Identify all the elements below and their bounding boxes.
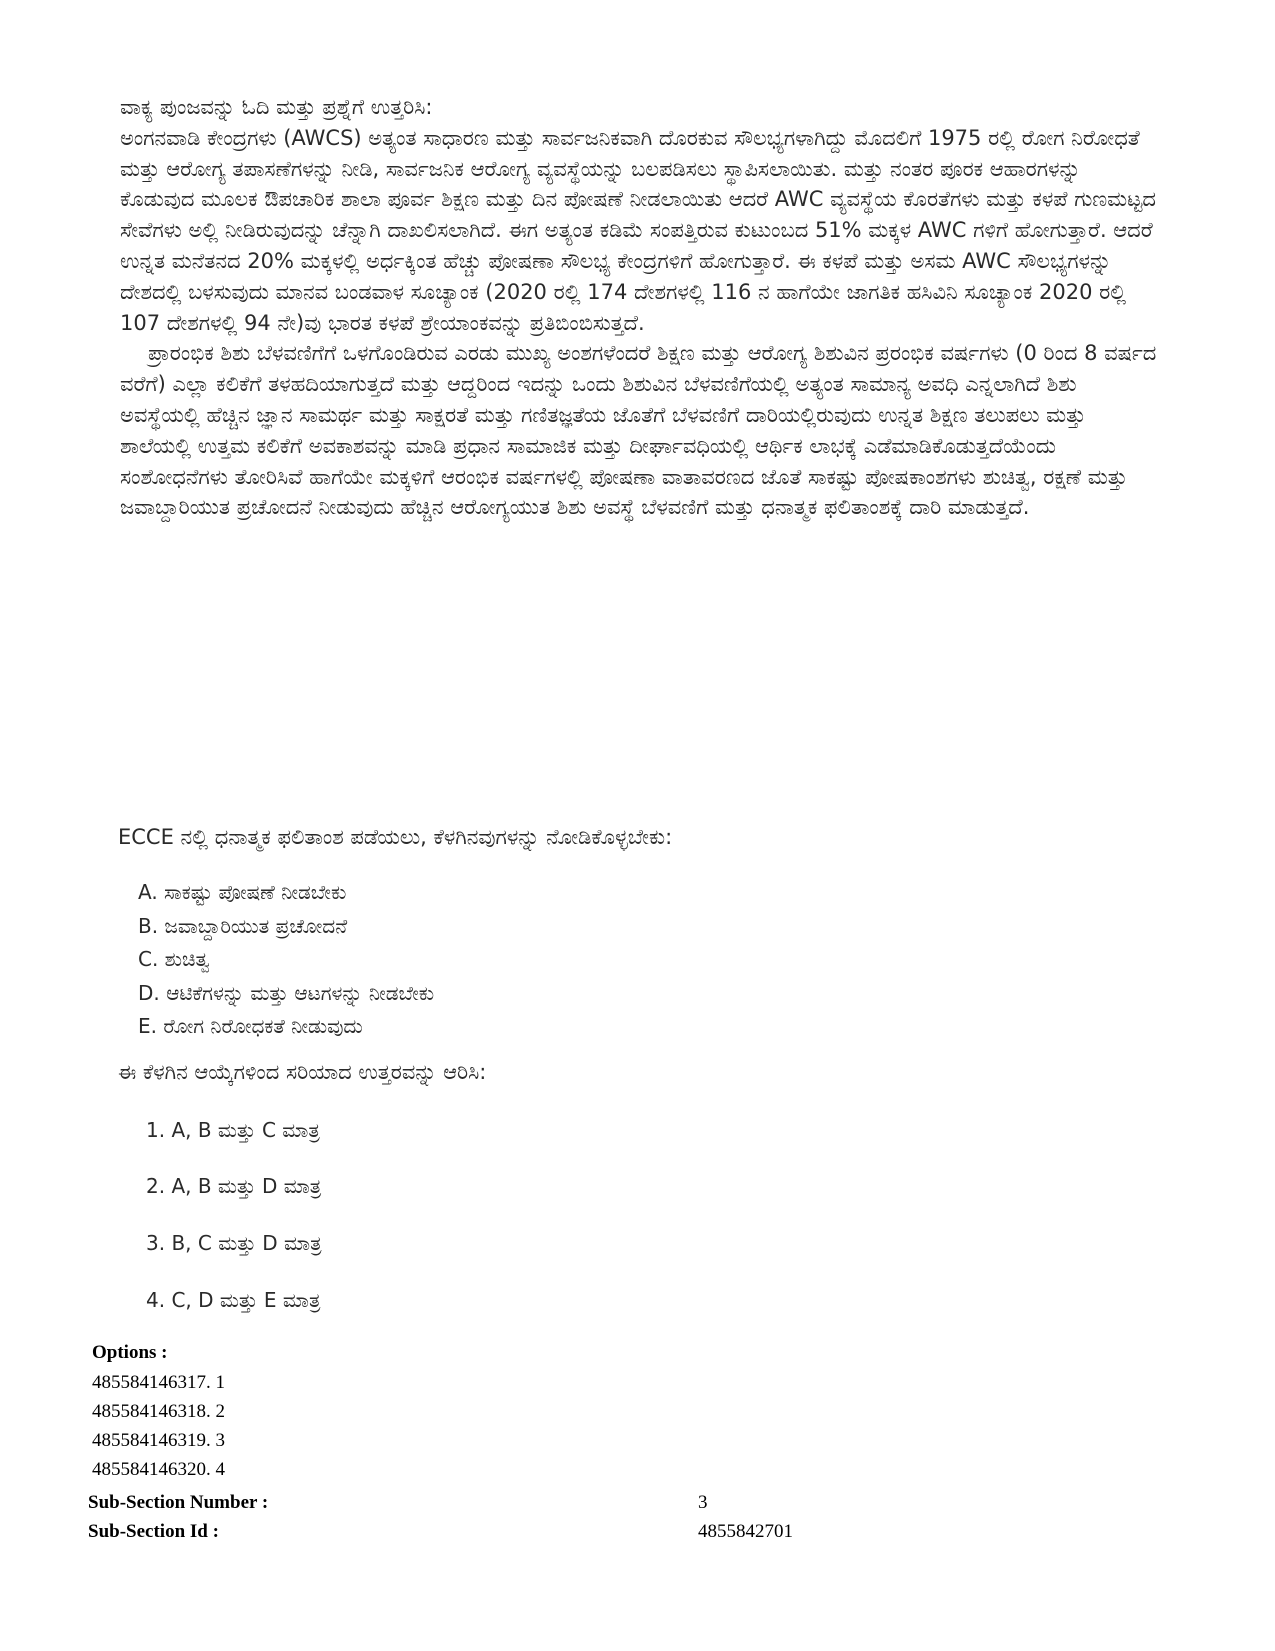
subsection-number-label: Sub-Section Number :	[88, 1492, 269, 1513]
statement-d: D. ಆಟಿಕೆಗಳನ್ನು ಮತ್ತು ಆಟಗಳನ್ನು ನೀಡಬೇಕು	[138, 980, 435, 1005]
statement-b: B. ಜವಾಬ್ದಾರಿಯುತ ಪ್ರಚೋದನೆ	[138, 913, 348, 938]
subsection-id-label: Sub-Section Id :	[88, 1521, 219, 1542]
choice-4: 4. C, D ಮತ್ತು E ಮಾತ್ರ	[146, 1288, 321, 1312]
passage-paragraph-2: ಪ್ರಾರಂಭಿಕ ಶಿಶು ಬೆಳವಣಿಗೆಗೆ ಒಳಗೊಂಡಿರುವ ಎರಡು ಮುಖ್ಯ ಅಂಶಗಳೆಂದರೆ ಶಿಕ್ಷಣ ಮತ್ತು ಆರೋಗ್ಯ ಶಿಶುವಿನ ಪ್ರರಂಭಿಕ ವರ್ಷಗಳು (0 ರಿಂದ 8 ವರ್ಷದ ವರೆಗೆ) ಎಲ್ಲಾ ಕಲಿಕೆಗೆ ತಳಹದಿಯಾಗುತ್ತದೆ ಮತ್ತು ಆದ್ದರಿಂದ ಇದನ್ನು ಒಂದು ಶಿಶುವಿನ ಬೆಳವಣಿಗೆಯಲ್ಲಿ ಅತ್ಯಂತ ಸಾಮಾನ್ಯ ಅವಧಿ ಎನ್ನಲಾಗಿದೆ ಶಿಶು ಅವಸ್ಥೆಯಲ್ಲಿ ಹೆಚ್ಚಿನ ಜ್ಞಾನ ಸಾಮರ್ಥ ಮತ್ತು ಸಾಕ್ಷರತೆ ಮತ್ತು ಗಣಿತಜ್ಞತೆಯ ಜೊತೆಗೆ ಬೆಳವಣಿಗೆ ದಾರಿಯಲ್ಲಿರುವುದು ಉನ್ನತ ಶಿಕ್ಷಣ ತಲುಪಲು ಮತ್ತು ಶಾಲೆಯಲ್ಲಿ ಉತ್ತಮ ಕಲಿಕೆಗೆ ಅವಕಾಶವನ್ನು ಮಾಡಿ ಪ್ರಧಾನ ಸಾಮಾಜಿಕ ಮತ್ತು ದೀರ್ಘಾವಧಿಯಲ್ಲಿ ಆರ್ಥಿಕ ಲಾಭಕ್ಕೆ ಎಡೆಮಾಡಿಕೊಡುತ್ತದೆಯೆಂದು ಸಂಶೋಧನೆಗಳು ತೋರಿಸಿವೆ ಹಾಗೆಯೇ ಮಕ್ಕಳಿಗೆ ಆರಂಭಿಕ ವರ್ಷಗಳಲ್ಲಿ ಪೋಷಣಾ ವಾತಾವರಣದ ಜೊತೆ ಸಾಕಷ್ಟು ಪೋಷಕಾಂಶಗಳು ಶುಚಿತ್ವ, ರಕ್ಷಣೆ ಮತ್ತು ಜವಾಬ್ದಾರಿಯುತ ಪ್ರಚೋದನೆ ನೀಡುವುದು ಹೆಚ್ಚಿನ ಆರೋಗ್ಯಯುತ ಶಿಶು ಅವಸ್ಥೆ ಬೆಳವಣಿಗೆ ಮತ್ತು ಧನಾತ್ಮಕ ಫಲಿತಾಂಶಕ್ಕೆ ದಾರಿ ಮಾಡುತ್ತದೆ.	[120, 341, 1157, 520]
options-title: Options :	[92, 1342, 168, 1363]
option-4: 485584146320. 4	[92, 1459, 225, 1480]
option-2: 485584146318. 2	[92, 1401, 225, 1422]
statement-list	[138, 876, 434, 1044]
question-instruction: ಈ ಕೆಳಗಿನ ಆಯ್ಕೆಗಳಿಂದ ಸರಿಯಾದ ಉತ್ತರವನ್ನು ಆರಿಸಿ:	[118, 1060, 487, 1084]
statement-e: E. ರೋಗ ನಿರೋಧಕತೆ ನೀಡುವುದು	[138, 1014, 363, 1038]
question-stem: ECCE ನಲ್ಲಿ ಧನಾತ್ಮಕ ಫಲಿತಾಂಶ ಪಡೆಯಲು, ಕೆಳಗಿನವುಗಳನ್ನು ನೋಡಿಕೊಳ್ಳಬೇಕು:	[118, 825, 673, 849]
choice-2: 2. A, B ಮತ್ತು D ಮಾತ್ರ	[146, 1174, 322, 1198]
statement-a: A. ಸಾಕಷ್ಟು ಪೋಷಣೆ ನೀಡಬೇಕು	[138, 880, 347, 904]
subsection-id-value: 4855842701	[698, 1521, 793, 1542]
statement-c: C. ಶುಚಿತ್ವ	[138, 947, 210, 971]
passage-heading: ವಾಕ್ಯ ಪುಂಜವನ್ನು ಓದಿ ಮತ್ತು ಪ್ರಶ್ನೆಗೆ ಉತ್ತರಿಸಿ:	[120, 95, 433, 119]
option-1: 485584146317. 1	[92, 1372, 225, 1393]
choice-1: 1. A, B ಮತ್ತು C ಮಾತ್ರ	[146, 1118, 320, 1142]
subsection-number-value: 3	[698, 1492, 708, 1513]
choice-3: 3. B, C ಮತ್ತು D ಮಾತ್ರ	[146, 1231, 322, 1255]
option-3: 485584146319. 3	[92, 1430, 225, 1451]
passage-paragraph-1: ಅಂಗನವಾಡಿ ಕೇಂದ್ರಗಳು (AWCS) ಅತ್ಯಂತ ಸಾಧಾರಣ ಮತ್ತು ಸಾರ್ವಜನಿಕವಾಗಿ ದೊರಕುವ ಸೌಲಭ್ಯಗಳಾಗಿದ್ದು ಮೊದಲಿಗೆ 1975 ರಲ್ಲಿ ರೋಗ ನಿರೋಧತೆ ಮತ್ತು ಆರೋಗ್ಯ ತಪಾಸಣೆಗಳನ್ನು ನೀಡಿ, ಸಾರ್ವಜನಿಕ ಆರೋಗ್ಯ ವ್ಯವಸ್ಥೆಯನ್ನು ಬಲಪಡಿಸಲು ಸ್ಥಾಪಿಸಲಾಯಿತು. ಮತ್ತು ನಂತರ ಪೂರಕ ಆಹಾರಗಳನ್ನು ಕೊಡುವುದ ಮೂಲಕ ಔಪಚಾರಿಕ ಶಾಲಾ ಪೂರ್ವ ಶಿಕ್ಷಣ ಮತ್ತು ದಿನ ಪೋಷಣೆ ನೀಡಲಾಯಿತು ಆದರೆ AWC ವ್ಯವಸ್ಥೆಯ ಕೊರತೆಗಳು ಮತ್ತು ಕಳಪೆ ಗುಣಮಟ್ಟದ ಸೇವೆಗಳು ಅಲ್ಲಿ ನೀಡಿರುವುದನ್ನು ಚೆನ್ನಾಗಿ ದಾಖಲಿಸಲಾಗಿದೆ. ಈಗ ಅತ್ಯಂತ ಕಡಿಮೆ ಸಂಪತ್ತಿರುವ ಕುಟುಂಬದ 51% ಮಕ್ಕಳ AWC ಗಳಿಗೆ ಹೋಗುತ್ತಾರೆ. ಆದರೆ ಉನ್ನತ ಮನೆತನದ 20% ಮಕ್ಕಳಲ್ಲಿ ಅರ್ಧಕ್ಕಿಂತ ಹೆಚ್ಚು ಪೋಷಣಾ ಸೌಲಭ್ಯ ಕೇಂದ್ರಗಳಿಗೆ ಹೋಗುತ್ತಾರೆ. ಈ ಕಳಪೆ ಮತ್ತು ಅಸಮ AWC ಸೌಲಭ್ಯಗಳನ್ನು ದೇಶದಲ್ಲಿ ಬಳಸುವುದು ಮಾನವ ಬಂಡವಾಳ ಸೂಚ್ಯಾಂಕ (2020 ರಲ್ಲಿ 174 ದೇಶಗಳಲ್ಲಿ 116 ನ ಹಾಗೆಯೇ ಜಾಗತಿಕ ಹಸಿವಿನಿ ಸೂಚ್ಯಾಂಕ 2020 ರಲ್ಲಿ 107 ದೇಶಗಳಲ್ಲಿ 94 ನೇ)ವು ಭಾರತ ಕಳಪೆ ಶ್ರೇಯಾಂಕವನ್ನು ಪ್ರತಿಬಿಂಬಿಸುತ್ತದೆ.	[120, 125, 1156, 335]
passage	[120, 92, 1160, 523]
